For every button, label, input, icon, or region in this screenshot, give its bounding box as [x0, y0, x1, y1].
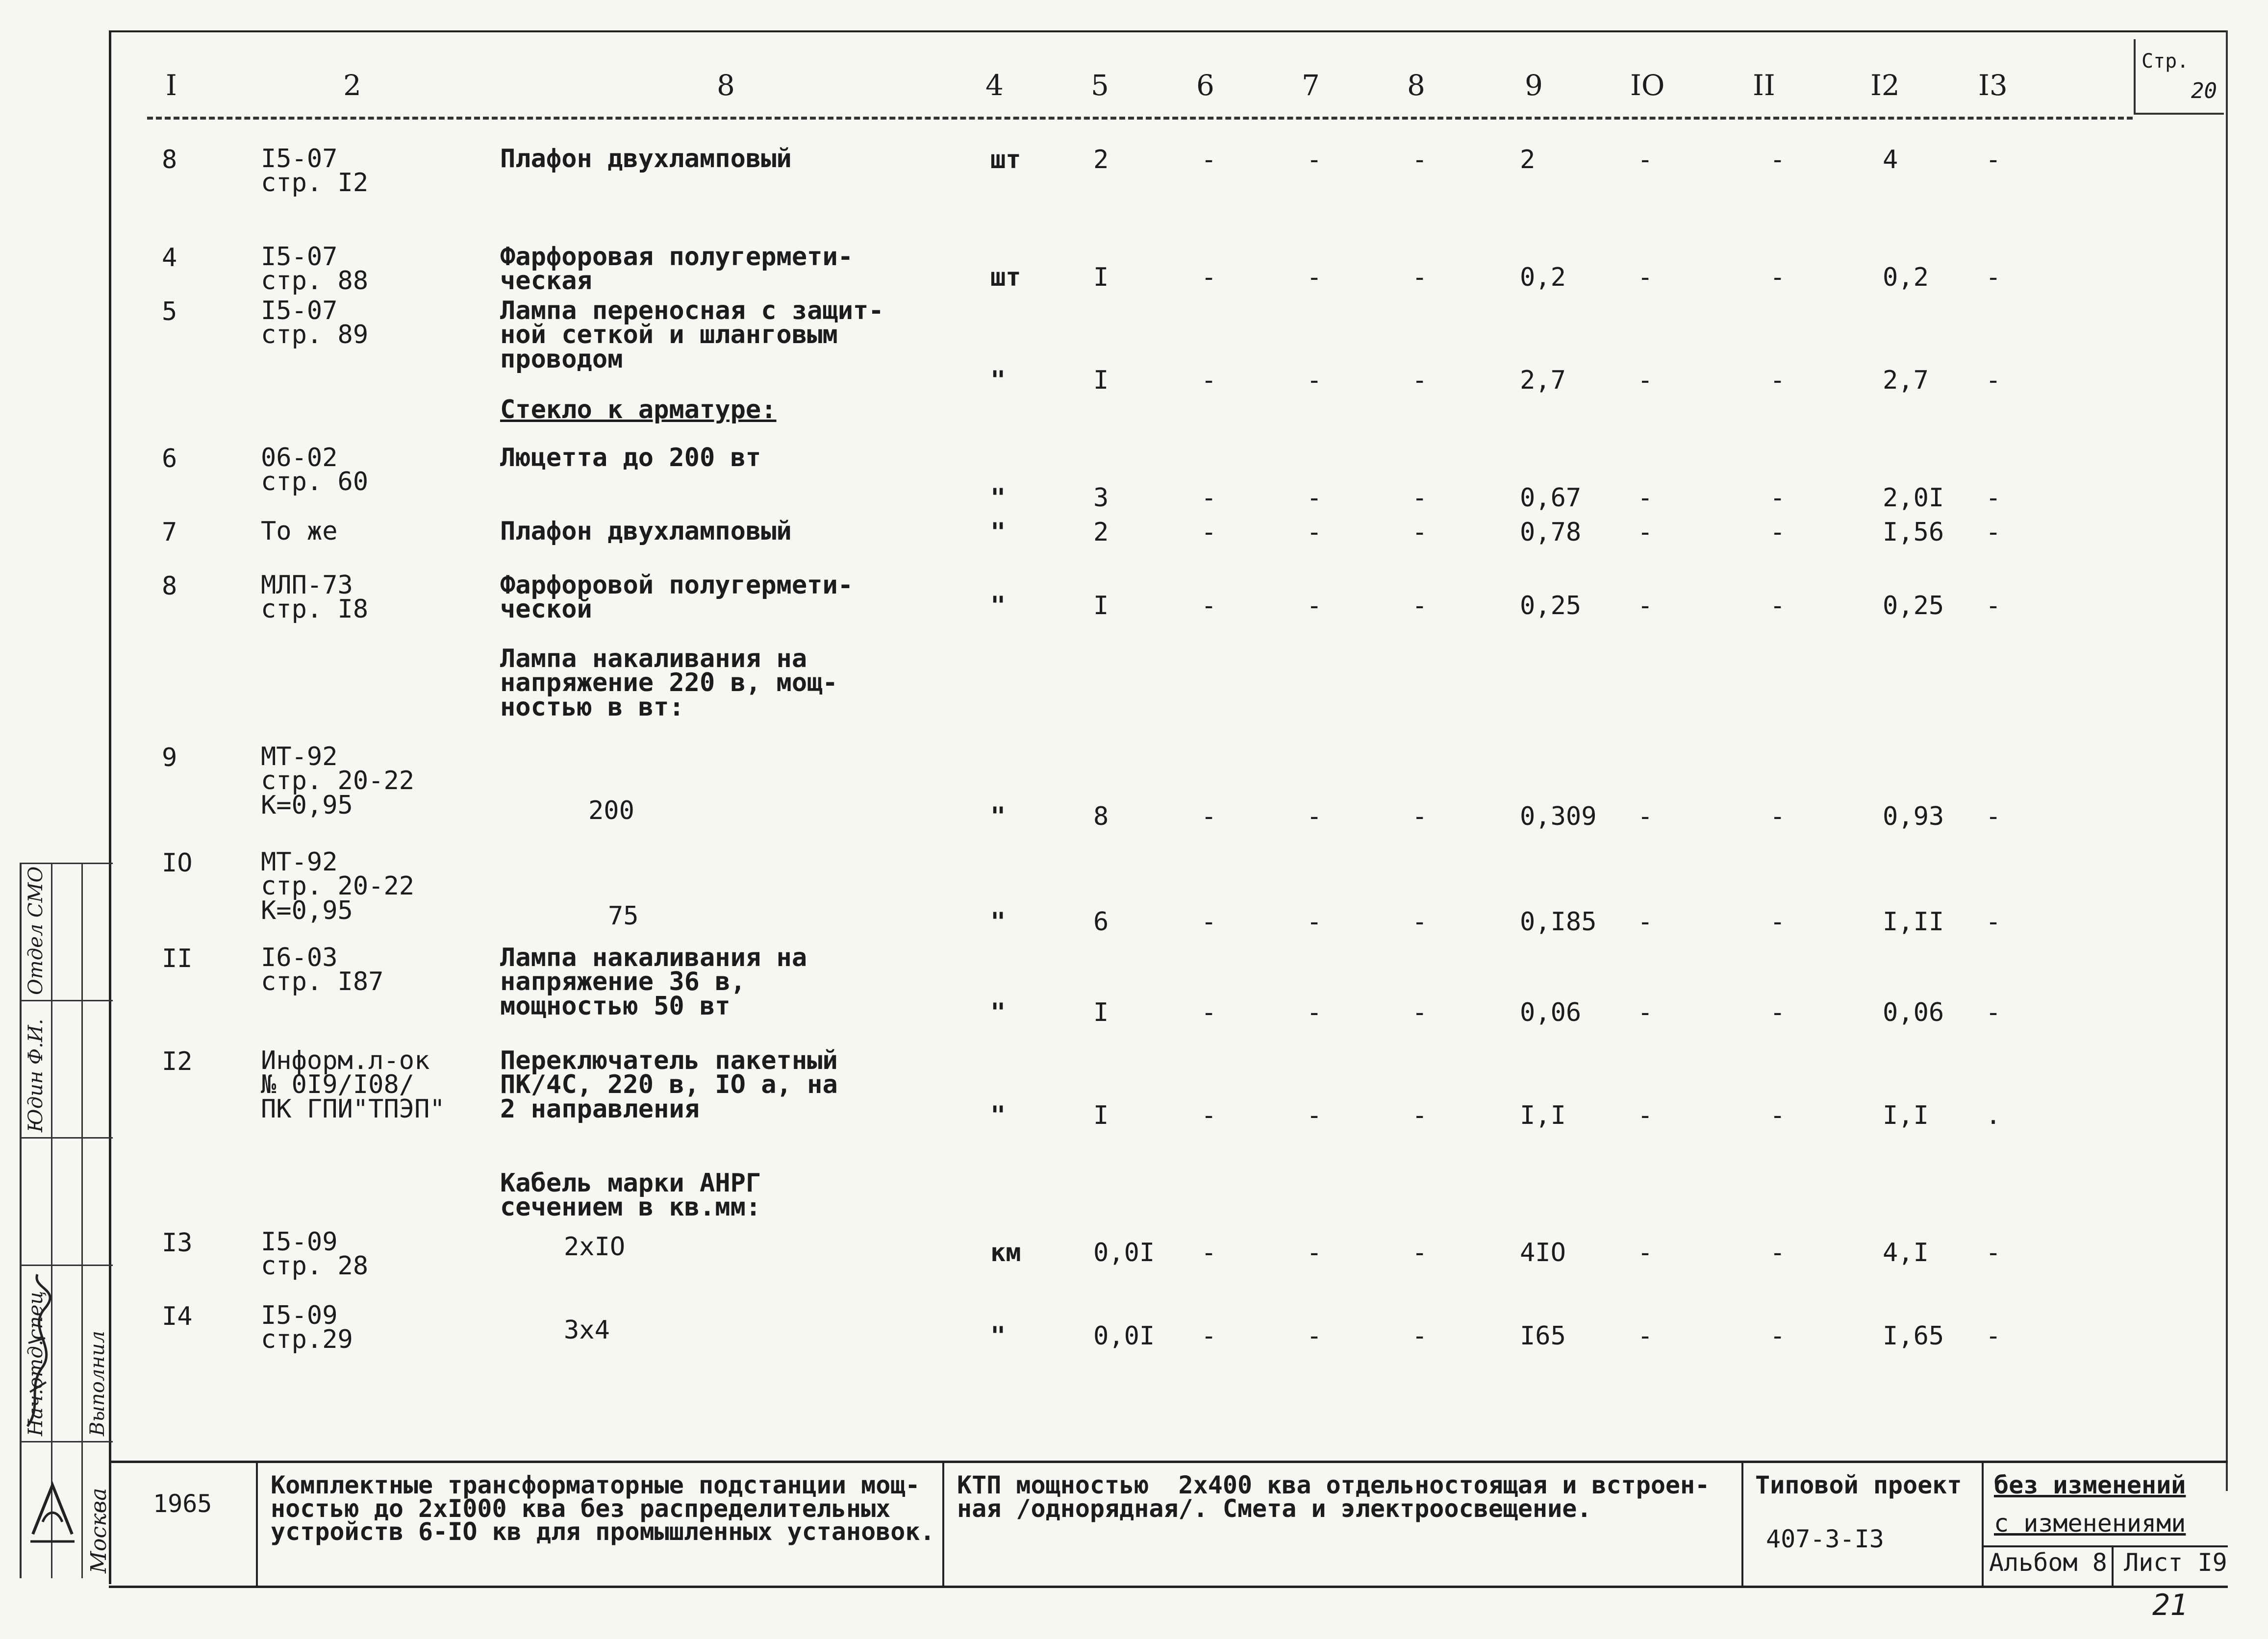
col-header-7: 7: [1302, 69, 1320, 102]
row-number: I2: [162, 1047, 193, 1076]
row-quantity: I: [1093, 1101, 1109, 1130]
row-col-7: -: [1307, 907, 1322, 937]
row-col-9: 2,7: [1520, 366, 1566, 395]
row-quantity: 8: [1093, 802, 1109, 831]
row-col-8: -: [1412, 1101, 1428, 1130]
row-col-12: I,I: [1883, 1101, 1929, 1130]
row-col-8: -: [1412, 1238, 1428, 1267]
title-year: 1965: [153, 1490, 212, 1518]
row-col-6: -: [1201, 907, 1217, 937]
row-unit: ": [990, 483, 1006, 513]
col-header-13: I3: [1978, 69, 2008, 102]
sidebar-role-head: Нач.отд.спец: [25, 1291, 47, 1436]
row-col-13: -: [1986, 998, 2001, 1027]
col-header-10: IO: [1630, 69, 1665, 102]
row-col-8: -: [1412, 483, 1428, 513]
section-glass-heading: Стекло к арматуре:: [500, 395, 777, 424]
row-col-11: -: [1770, 1101, 1786, 1130]
row-quantity: 0,0I: [1093, 1321, 1155, 1351]
row-col-13: -: [1986, 483, 2001, 513]
changes-none: без изменений: [1994, 1471, 2186, 1499]
row-col-10: -: [1638, 802, 1653, 831]
row-reference: I5-09 стр.29: [261, 1301, 353, 1355]
row-col-13: -: [1986, 907, 2001, 937]
row-number: 6: [162, 444, 177, 473]
row-col-7: -: [1307, 263, 1322, 292]
row-col-9: 0,I85: [1520, 907, 1597, 937]
project-code: 407-3-I3: [1766, 1525, 1884, 1553]
row-col-10: -: [1638, 366, 1653, 395]
row-col-13: .: [1986, 1101, 2001, 1130]
row-unit: ": [990, 998, 1006, 1027]
row-quantity: 0,0I: [1093, 1238, 1155, 1267]
row-col-11: -: [1770, 1321, 1786, 1351]
row-quantity: 2: [1093, 145, 1109, 174]
row-col-9: 0,06: [1520, 998, 1582, 1027]
row-col-12: 0,06: [1883, 998, 1944, 1027]
row-col-11: -: [1770, 1238, 1786, 1267]
row-col-7: -: [1307, 1101, 1322, 1130]
row-number: 5: [162, 297, 177, 326]
row-col-10: -: [1638, 518, 1653, 547]
title-divider: [942, 1463, 944, 1586]
row-name: Лампа накаливания на напряжение 36 в, мощностью 50 вт: [500, 943, 807, 1021]
sidebar-role-performer: Выполнил: [86, 1331, 109, 1436]
col-header-11: II: [1753, 69, 1775, 102]
row-col-12: 4,I: [1883, 1238, 1929, 1267]
row-quantity: 2: [1093, 518, 1109, 547]
row-col-13: -: [1986, 802, 2001, 831]
row-number: 7: [162, 518, 177, 547]
page-number: 20: [2191, 78, 2217, 103]
row-reference: Информ.л-ок № 0I9/I08/ ПК ГПИ"ТПЭП": [261, 1046, 445, 1124]
row-unit: ": [990, 1321, 1006, 1351]
changes-with: с изменениями: [1994, 1509, 2186, 1538]
row-col-9: I65: [1520, 1321, 1566, 1351]
row-quantity: I: [1093, 998, 1109, 1027]
row-name: 200: [588, 796, 634, 825]
row-col-6: -: [1201, 802, 1217, 831]
row-number: II: [162, 944, 193, 973]
row-unit: шт: [990, 145, 1021, 174]
row-col-12: 4: [1883, 145, 1898, 174]
row-col-9: 4IO: [1520, 1238, 1566, 1267]
title-divider: [256, 1463, 258, 1586]
row-col-12: I,II: [1883, 907, 1944, 937]
row-col-12: 2,0I: [1883, 483, 1944, 513]
title-divider: [1982, 1463, 1984, 1586]
row-col-8: -: [1412, 1321, 1428, 1351]
row-reference: I5-07 стр. 89: [261, 296, 369, 350]
row-col-12: 0,2: [1883, 263, 1929, 292]
row-number: 4: [162, 243, 177, 273]
row-name: 3x4: [564, 1316, 610, 1345]
sidebar-line: [20, 1000, 113, 1001]
row-col-10: -: [1638, 1101, 1653, 1130]
row-quantity: I: [1093, 366, 1109, 395]
row-col-6: -: [1201, 591, 1217, 621]
row-col-7: -: [1307, 1238, 1322, 1267]
sidebar-name: Юдин Ф.И.: [25, 1018, 47, 1132]
row-col-8: -: [1412, 802, 1428, 831]
row-quantity: I: [1093, 591, 1109, 621]
row-col-9: 0,78: [1520, 518, 1582, 547]
row-col-6: -: [1201, 366, 1217, 395]
row-col-6: -: [1201, 263, 1217, 292]
row-col-7: -: [1307, 1321, 1322, 1351]
col-header-6: 6: [1196, 69, 1214, 102]
row-name: Плафон двухламповый: [500, 517, 792, 546]
row-number: 8: [162, 571, 177, 601]
row-col-13: -: [1986, 1238, 2001, 1267]
row-number: I4: [162, 1302, 193, 1331]
row-col-6: -: [1201, 1101, 1217, 1130]
row-name: Переключатель пакетный ПК/4С, 220 в, IO а, на 2 направления: [500, 1046, 838, 1124]
row-col-10: -: [1638, 998, 1653, 1027]
row-reference: I5-07 стр. I2: [261, 144, 369, 198]
row-col-7: -: [1307, 518, 1322, 547]
row-col-8: -: [1412, 518, 1428, 547]
row-unit: ": [990, 1101, 1006, 1130]
row-col-13: -: [1986, 263, 2001, 292]
row-reference: МТ-92 стр. 20-22 К=0,95: [261, 847, 415, 925]
row-col-6: -: [1201, 145, 1217, 174]
row-quantity: 3: [1093, 483, 1109, 513]
sidebar-dept: Отдел СМО: [25, 866, 47, 995]
signature-mark: [23, 1269, 51, 1436]
row-col-10: -: [1638, 483, 1653, 513]
row-col-13: -: [1986, 518, 2001, 547]
frame-top-line: [109, 30, 2228, 32]
sidebar-line: [20, 863, 113, 864]
row-col-10: -: [1638, 1238, 1653, 1267]
row-col-8: -: [1412, 145, 1428, 174]
row-col-13: -: [1986, 591, 2001, 621]
row-reference: МЛП-73 стр. I8: [261, 571, 369, 624]
col-header-3: 8: [717, 69, 735, 102]
row-name: Лампа переносная с защит- ной сеткой и шланговым проводом: [500, 296, 884, 374]
row-col-9: 0,25: [1520, 591, 1582, 621]
row-col-9: 0,309: [1520, 802, 1597, 831]
row-unit: км: [990, 1238, 1021, 1267]
row-col-11: -: [1770, 907, 1786, 937]
row-col-9: 0,2: [1520, 263, 1566, 292]
row-col-10: -: [1638, 591, 1653, 621]
approval-sidebar: [20, 863, 113, 1578]
row-number: I3: [162, 1228, 193, 1258]
sidebar-line: [51, 863, 52, 1578]
row-col-6: -: [1201, 1321, 1217, 1351]
row-col-8: -: [1412, 366, 1428, 395]
row-col-10: -: [1638, 1321, 1653, 1351]
row-col-11: -: [1770, 518, 1786, 547]
row-col-12: I,65: [1883, 1321, 1944, 1351]
institute-logo-icon: [25, 1475, 79, 1549]
row-col-13: -: [1986, 145, 2001, 174]
header-dashed-rule: [147, 117, 2133, 120]
row-col-11: -: [1770, 366, 1786, 395]
row-number: 9: [162, 743, 177, 772]
row-quantity: 6: [1093, 907, 1109, 937]
row-col-7: -: [1307, 998, 1322, 1027]
row-col-6: -: [1201, 518, 1217, 547]
col-header-12: I2: [1870, 69, 1900, 102]
col-header-9: 9: [1525, 69, 1543, 102]
sidebar-line: [20, 1137, 113, 1139]
project-subtitle: КТП мощностью 2x400 ква отдельностоящая и встроен- ная /однорядная/. Смета и электроосвещение.: [957, 1471, 1710, 1523]
row-unit: шт: [990, 263, 1021, 292]
row-col-6: -: [1201, 998, 1217, 1027]
row-number: 8: [162, 145, 177, 174]
col-header-2: 2: [343, 69, 361, 102]
row-name: 2xIO: [564, 1232, 626, 1262]
row-col-7: -: [1307, 591, 1322, 621]
row-unit: ": [990, 907, 1006, 937]
col-header-8: 8: [1407, 69, 1425, 102]
sheet-number: Лист I9: [2124, 1548, 2227, 1577]
row-col-12: 0,93: [1883, 802, 1944, 831]
sidebar-line: [20, 863, 22, 1578]
row-col-8: -: [1412, 998, 1428, 1027]
row-reference: I5-09 стр. 28: [261, 1227, 369, 1281]
row-col-7: -: [1307, 802, 1322, 831]
row-col-6: -: [1201, 1238, 1217, 1267]
section-cable-heading: Кабель марки АНРГ сечением в кв.мм:: [500, 1168, 761, 1222]
row-col-7: -: [1307, 483, 1322, 513]
page-label: Стр.: [2142, 50, 2189, 73]
row-col-9: 0,67: [1520, 483, 1582, 513]
row-col-12: I,56: [1883, 518, 1944, 547]
album-number: Альбом 8: [1989, 1548, 2107, 1577]
row-col-11: -: [1770, 145, 1786, 174]
row-unit: ": [990, 366, 1006, 395]
row-reference: МТ-92 стр. 20-22 К=0,95: [261, 742, 415, 820]
frame-right-line: [2226, 30, 2228, 1491]
sidebar-line: [81, 863, 83, 1578]
row-name: Плафон двухламповый: [500, 144, 792, 174]
row-col-11: -: [1770, 483, 1786, 513]
row-reference: 06-02 стр. 60: [261, 443, 369, 497]
row-reference: I5-07 стр. 88: [261, 242, 369, 296]
row-col-11: -: [1770, 998, 1786, 1027]
sidebar-line: [20, 1265, 113, 1266]
row-col-11: -: [1770, 591, 1786, 621]
row-col-9: I,I: [1520, 1101, 1566, 1130]
row-col-12: 2,7: [1883, 366, 1929, 395]
row-col-11: -: [1770, 263, 1786, 292]
row-col-9: 2: [1520, 145, 1536, 174]
section-lamps-heading: Лампа накаливания на напряжение 220 в, мощ- ностью в вт:: [500, 644, 838, 722]
row-col-7: -: [1307, 366, 1322, 395]
title-block: [109, 1461, 2228, 1588]
row-col-12: 0,25: [1883, 591, 1944, 621]
row-name: Фарфоровая полугермети- ческая: [500, 242, 854, 296]
row-col-8: -: [1412, 263, 1428, 292]
row-name: 75: [608, 901, 639, 931]
page-number-box: [2134, 39, 2224, 115]
row-unit: ": [990, 802, 1006, 831]
row-name: Фарфоровой полугермети- ческой: [500, 571, 854, 624]
row-col-13: -: [1986, 366, 2001, 395]
sidebar-line: [20, 1441, 113, 1442]
sidebar-city: Москва: [86, 1488, 111, 1573]
row-col-6: -: [1201, 483, 1217, 513]
row-col-7: -: [1307, 145, 1322, 174]
row-col-8: -: [1412, 591, 1428, 621]
row-col-10: -: [1638, 145, 1653, 174]
title-divider: [1982, 1545, 2228, 1547]
row-col-11: -: [1770, 802, 1786, 831]
title-divider: [2112, 1545, 2114, 1586]
corner-page-number: 21: [2152, 1588, 2188, 1622]
row-number: IO: [162, 848, 193, 878]
row-reference: То же: [261, 517, 338, 546]
col-header-1: I: [166, 69, 177, 102]
row-unit: ": [990, 518, 1006, 547]
row-quantity: I: [1093, 263, 1109, 292]
col-header-5: 5: [1091, 69, 1109, 102]
row-unit: ": [990, 591, 1006, 621]
row-col-10: -: [1638, 263, 1653, 292]
project-title: Комплектные трансформаторные подстанции мощ- ностью до 2xI000 ква без распределительных устройств 6-IO кв для промышленных установок.: [271, 1471, 935, 1546]
title-divider: [1741, 1463, 1743, 1586]
row-name: Люцетта до 200 вт: [500, 443, 761, 472]
row-reference: I6-03 стр. I87: [261, 943, 384, 997]
row-col-10: -: [1638, 907, 1653, 937]
col-header-4: 4: [985, 69, 1004, 102]
row-col-8: -: [1412, 907, 1428, 937]
row-col-13: -: [1986, 1321, 2001, 1351]
project-label: Типовой проект: [1755, 1471, 1962, 1499]
